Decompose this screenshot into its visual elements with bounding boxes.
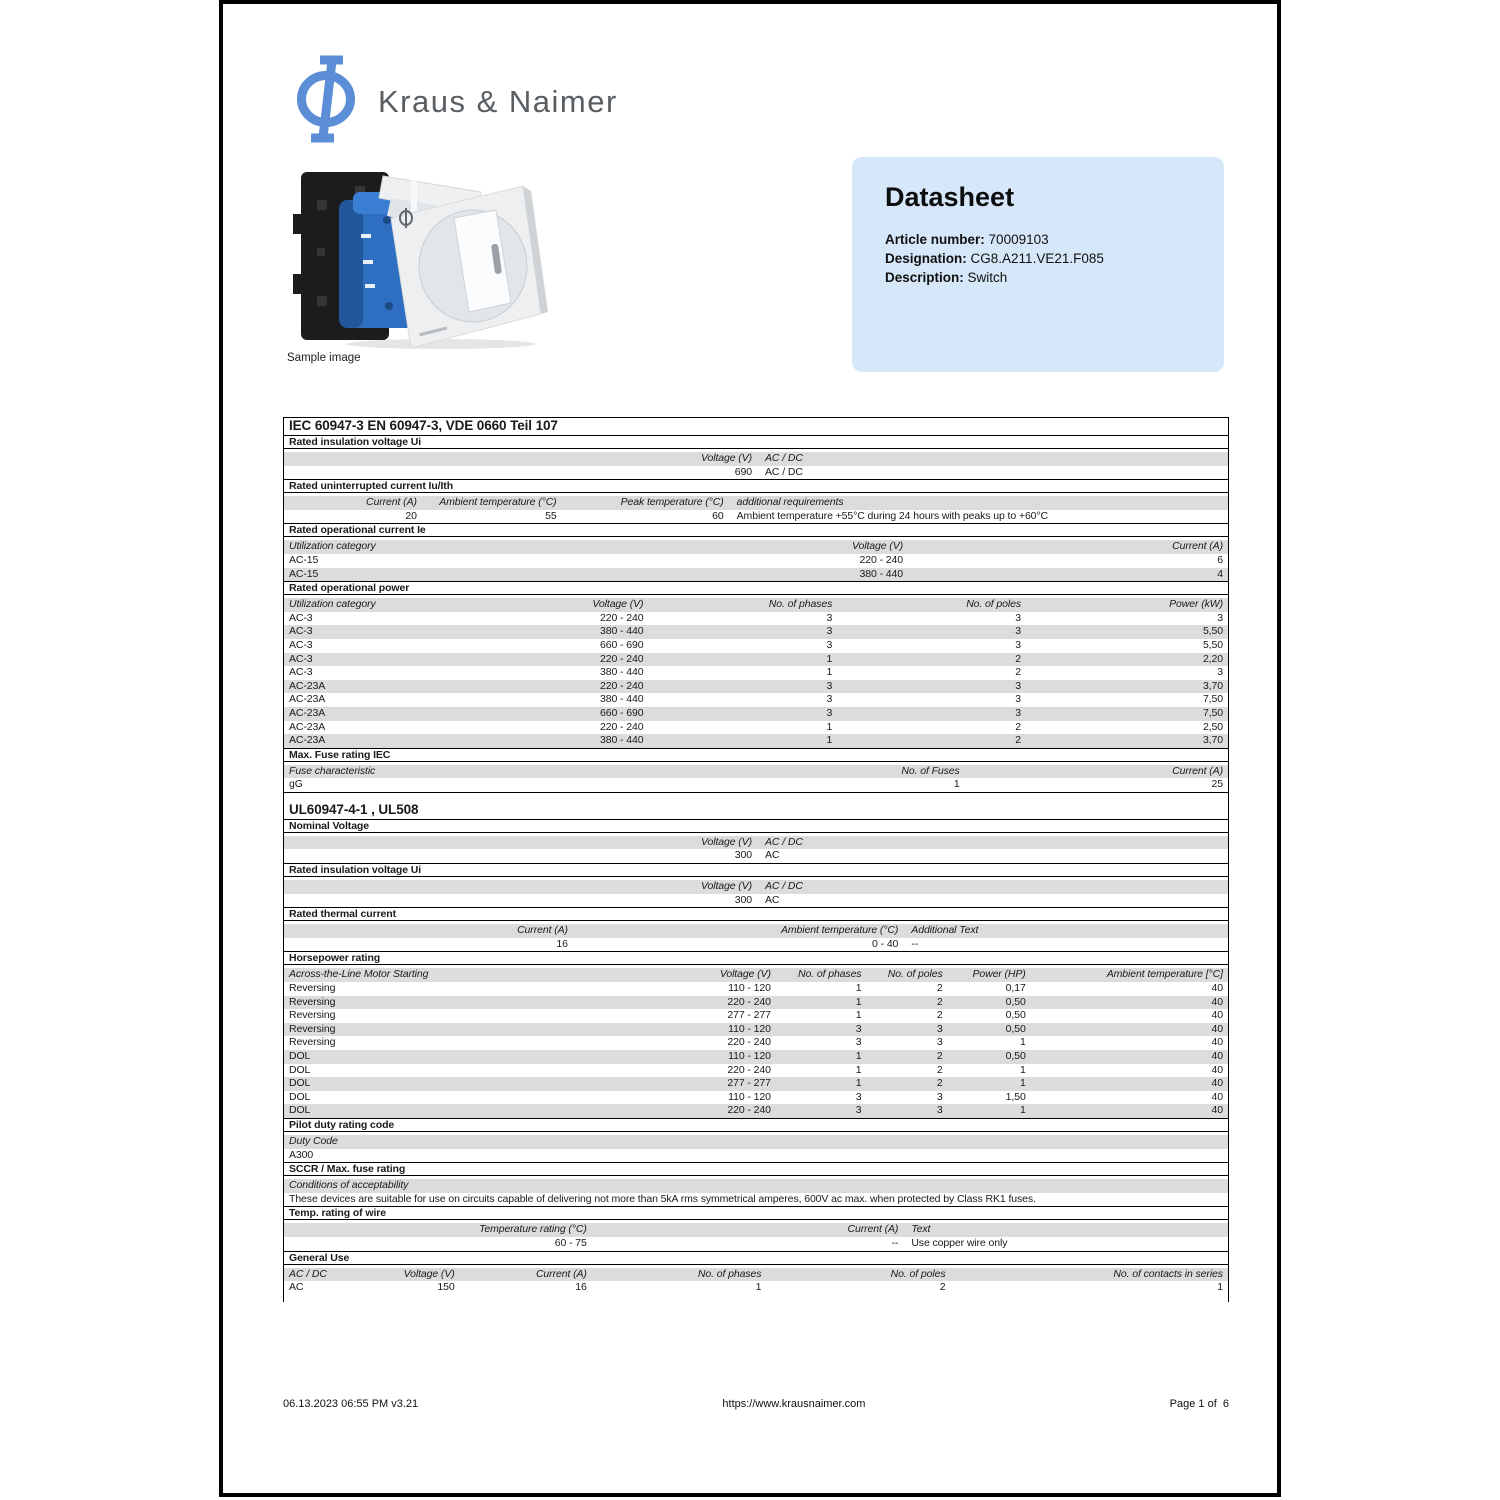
column-header: Voltage (V)	[403, 1267, 455, 1280]
article-number-line	[885, 230, 1191, 249]
table-cell: 3	[936, 1022, 943, 1035]
table-cell: 2	[1015, 666, 1022, 679]
table-cell: 150	[437, 1281, 455, 1294]
section-header: Rated operational current Ie	[284, 523, 1228, 537]
section-header: Temp. rating of wire	[284, 1206, 1228, 1220]
table-cell: 16	[556, 937, 568, 950]
column-header: No. of phases	[797, 968, 862, 981]
table-cell: 1	[755, 1281, 762, 1294]
table-cell: 380 - 440	[599, 625, 644, 638]
section-header: Rated thermal current	[284, 907, 1228, 921]
table-cell: 40	[1211, 1090, 1223, 1103]
table-cell: 3	[855, 1090, 862, 1103]
table-cell: 3	[1217, 666, 1223, 679]
column-header-row	[284, 1135, 1228, 1149]
column-header: No. of poles	[966, 598, 1022, 611]
table-cell: 3	[936, 1104, 943, 1117]
column-header: Voltage (V)	[700, 835, 752, 848]
table-cell: 7,50	[1202, 693, 1223, 706]
table-row	[284, 1036, 1228, 1050]
table-cell: 40	[1211, 982, 1223, 995]
table-row	[284, 1104, 1228, 1118]
datasheet-title: Datasheet	[885, 182, 1015, 212]
column-header: No. of poles	[890, 1267, 946, 1280]
table-cell: 2	[936, 1077, 943, 1090]
table-cell: AC	[289, 1281, 304, 1294]
column-header: AC / DC	[289, 1267, 327, 1280]
table-cell: 40	[1211, 1022, 1223, 1035]
table-cell: 2,50	[1202, 720, 1223, 733]
column-header: Current (A)	[517, 924, 568, 937]
group-title: IEC 60947-3 EN 60947-3, VDE 0660 Teil 107	[289, 418, 558, 433]
phi-logo-icon	[296, 54, 358, 144]
table-cell: 300	[734, 849, 752, 862]
table-cell: 220 - 240	[599, 652, 644, 665]
table-cell: Reversing	[289, 995, 336, 1008]
column-header-row	[284, 1268, 1228, 1282]
footer-url: https://www.krausnaimer.com	[722, 1398, 866, 1410]
table-cell: 1	[855, 1077, 862, 1090]
table-cell: 220 - 240	[599, 611, 644, 624]
table-cell: 220 - 240	[599, 720, 644, 733]
table-cell: 1	[1019, 1036, 1026, 1049]
table-cell: 380 - 440	[599, 734, 644, 747]
column-header: Voltage (V)	[719, 968, 771, 981]
table-cell: 6	[1217, 553, 1223, 566]
table-cell: 1	[1019, 1077, 1026, 1090]
table-cell: 1	[855, 1009, 862, 1022]
table-cell: AC-3	[289, 611, 313, 624]
table-cell: 0,50	[1005, 1022, 1026, 1035]
column-header: No. of phases	[768, 598, 833, 611]
column-header-row	[284, 880, 1228, 894]
table-cell: 5,50	[1202, 625, 1223, 638]
table-cell: --	[891, 1236, 899, 1249]
table-cell: 3,70	[1202, 734, 1223, 747]
column-header: Peak temperature (°C)	[620, 496, 724, 509]
column-header-row	[284, 836, 1228, 850]
footer-date: 06.13.2023 06:55 PM v3.21	[283, 1398, 419, 1410]
table-row	[284, 721, 1228, 735]
table-cell: 40	[1211, 995, 1223, 1008]
table-row	[284, 849, 1228, 863]
column-header: Utilization category	[289, 540, 376, 553]
table-cell: AC-23A	[289, 734, 326, 747]
brand-name: Kraus & Naimer	[378, 84, 618, 119]
column-header-row	[284, 1223, 1228, 1237]
table-cell: 2	[936, 995, 943, 1008]
table-row	[284, 1237, 1228, 1251]
table-cell: 2	[936, 1009, 943, 1022]
table-cell: 40	[1211, 1009, 1223, 1022]
table-cell: 660 - 690	[599, 706, 644, 719]
table-cell: 40	[1211, 1104, 1223, 1117]
table-cell: 277 - 277	[727, 1077, 771, 1090]
table-cell: Use copper wire only	[911, 1236, 1008, 1249]
table-row	[284, 1193, 1228, 1207]
column-header: Duty Code	[289, 1134, 338, 1147]
table-row	[284, 982, 1228, 996]
table-cell: 3	[1015, 693, 1022, 706]
table-cell: Reversing	[289, 1009, 336, 1022]
column-header: AC / DC	[765, 452, 803, 464]
table-cell: 0,50	[1005, 1050, 1026, 1062]
table-row	[284, 1064, 1228, 1078]
column-header: Fuse characteristic	[289, 764, 376, 777]
column-header-row	[284, 765, 1228, 779]
column-header: Current (A)	[366, 496, 417, 509]
table-cell: 220 - 240	[859, 553, 904, 566]
table-row	[284, 653, 1228, 667]
table-cell: Reversing	[289, 1036, 336, 1049]
table-cell: 3	[1217, 611, 1223, 624]
table-cell: 110 - 120	[728, 1022, 771, 1035]
table-cell: 1	[1217, 1281, 1223, 1294]
table-cell: 3	[936, 1090, 943, 1103]
section-header: Nominal Voltage	[284, 819, 1228, 833]
column-header: AC / DC	[765, 880, 803, 893]
group-separator	[284, 792, 1228, 802]
table-cell: 277 - 277	[727, 1009, 771, 1022]
section-header: Max. Fuse rating IEC	[284, 748, 1228, 762]
table-cell: 380 - 440	[599, 666, 644, 679]
table-cell: 40	[1211, 1077, 1223, 1090]
table-row	[284, 680, 1228, 694]
designation-value: CG8.A211.VE21.F085	[970, 251, 1104, 266]
section-header: Horsepower rating	[284, 951, 1228, 965]
column-header: Temperature rating (°C)	[479, 1223, 587, 1236]
sample-image-caption: Sample image	[287, 352, 361, 364]
table-cell: 3	[855, 1036, 862, 1049]
table-cell: 3	[1015, 638, 1022, 651]
table-cell: 2	[939, 1281, 946, 1294]
brand-logo	[296, 54, 618, 144]
section-header: Rated uninterrupted current Iu/Ith	[284, 479, 1228, 493]
table-cell: Reversing	[289, 1022, 336, 1035]
column-header: Ambient temperature [°C]	[1106, 968, 1223, 981]
table-row	[284, 734, 1228, 748]
table-cell: 1	[826, 720, 833, 733]
column-header-row	[284, 452, 1228, 466]
column-header: No. of phases	[697, 1267, 762, 1280]
section-header: General Use	[284, 1251, 1228, 1265]
table-row	[284, 1091, 1228, 1105]
table-cell: AC	[765, 849, 780, 862]
table-cell: 1	[826, 666, 833, 679]
table-cell: AC-3	[289, 666, 313, 679]
column-header-row	[284, 598, 1228, 612]
table-cell: Reversing	[289, 982, 336, 995]
table-cell: 3	[826, 638, 833, 651]
column-header-row	[284, 540, 1228, 554]
column-header: Voltage (V)	[700, 452, 752, 464]
column-header: Voltage (V)	[851, 540, 904, 553]
table-row	[284, 666, 1228, 680]
table-tail	[284, 1295, 1228, 1302]
table-cell: 660 - 690	[599, 638, 644, 651]
table-cell: 0,17	[1005, 982, 1026, 995]
table-cell: AC-23A	[289, 693, 326, 706]
table-cell: AC-23A	[289, 706, 326, 719]
table-cell: A300	[289, 1148, 314, 1161]
table-cell: 5,50	[1202, 638, 1223, 651]
column-header: Current (A)	[847, 1223, 899, 1236]
section-header: Rated operational power	[284, 581, 1228, 595]
table-row	[284, 996, 1228, 1010]
table-cell: 3	[1015, 611, 1022, 624]
table-cell: AC-15	[289, 567, 319, 580]
table-cell: 3	[855, 1104, 862, 1117]
table-cell: 0,50	[1005, 1009, 1026, 1022]
section-header: Rated insulation voltage Ui	[284, 863, 1228, 877]
table-cell: 60 - 75	[554, 1236, 587, 1249]
table-cell: 1	[855, 1063, 862, 1076]
table-cell: AC	[765, 893, 780, 906]
table-cell: AC-23A	[289, 720, 326, 733]
table-cell: 110 - 120	[728, 982, 771, 995]
table-cell: 1	[855, 1050, 862, 1062]
column-header: Current (A)	[1172, 540, 1223, 553]
table-cell: 2	[1015, 720, 1022, 733]
table-cell: 220 - 240	[727, 1036, 771, 1049]
column-header: Power (HP)	[972, 968, 1026, 981]
table-cell: DOL	[289, 1050, 311, 1062]
table-row	[284, 612, 1228, 626]
footer-page-number: Page 1 of 6	[1169, 1398, 1229, 1410]
section-header: Pilot duty rating code	[284, 1118, 1228, 1132]
table-cell: 55	[545, 509, 557, 522]
table-cell: 3	[1015, 679, 1022, 692]
table-cell: 3	[826, 706, 833, 719]
table-cell: 40	[1211, 1063, 1223, 1076]
article-number-value: 70009103	[988, 232, 1049, 247]
group-title: UL60947-4-1 , UL508	[289, 801, 419, 817]
table-cell: AC-3	[289, 625, 313, 638]
table-cell: 1	[826, 734, 833, 747]
table-cell: DOL	[289, 1063, 311, 1076]
table-row	[284, 693, 1228, 707]
table-cell: 7,50	[1202, 706, 1223, 719]
table-cell: 3	[826, 679, 833, 692]
table-cell: 110 - 120	[728, 1050, 771, 1062]
table-cell: 220 - 240	[727, 1104, 771, 1117]
section-header: SCCR / Max. fuse rating	[284, 1162, 1228, 1176]
table-cell: 220 - 240	[599, 679, 644, 692]
column-header: Voltage (V)	[700, 880, 752, 893]
column-header: No. of poles	[887, 968, 943, 981]
table-cell: 4	[1217, 567, 1223, 580]
column-header: Ambient temperature (°C)	[780, 924, 899, 937]
table-cell: AC-23A	[289, 679, 326, 692]
table-cell: gG	[289, 778, 303, 791]
table-cell: 2	[1015, 734, 1022, 747]
table-cell: 1	[855, 982, 862, 995]
column-header: Current (A)	[1172, 764, 1223, 777]
column-header: Current (A)	[535, 1267, 587, 1280]
table-row	[284, 778, 1228, 792]
column-header: Additional Text	[911, 924, 979, 937]
table-cell: 40	[1211, 1036, 1223, 1049]
table-cell: DOL	[289, 1077, 311, 1090]
table-cell: 0,50	[1005, 995, 1026, 1008]
column-header: Across-the-Line Motor Starting	[289, 968, 429, 981]
section-header: Rated insulation voltage Ui	[284, 435, 1228, 449]
table-row	[284, 894, 1228, 908]
column-header: Conditions of acceptability	[289, 1179, 409, 1192]
table-cell: 3	[936, 1036, 943, 1049]
description-value: Switch	[967, 270, 1008, 285]
table-cell: 3	[1015, 625, 1022, 638]
table-cell: 20	[405, 509, 417, 522]
table-cell: DOL	[289, 1090, 311, 1103]
table-row	[284, 625, 1228, 639]
table-cell: AC / DC	[765, 465, 803, 478]
table-cell: 380 - 440	[599, 693, 644, 706]
column-header: Power (kW)	[1169, 598, 1223, 611]
table-cell: 1	[826, 652, 833, 665]
description-line	[885, 268, 1191, 287]
table-row	[284, 1077, 1228, 1091]
table-cell: 690	[734, 465, 752, 478]
table-cell: 3	[855, 1022, 862, 1035]
table-cell: 2	[936, 1063, 943, 1076]
table-row	[284, 639, 1228, 653]
table-row	[284, 1050, 1228, 1064]
table-cell: AC-3	[289, 652, 313, 665]
column-header: Ambient temperature (°C)	[439, 496, 557, 509]
column-header: Text	[911, 1223, 931, 1236]
column-header: Voltage (V)	[592, 598, 644, 611]
table-cell: 3	[826, 693, 833, 706]
table-cell: DOL	[289, 1104, 311, 1117]
column-header: No. of Fuses	[901, 764, 960, 777]
table-cell: Ambient temperature +55°C during 24 hours with peaks up to +60°C	[736, 509, 1049, 522]
designation-label: Designation:	[885, 251, 967, 266]
column-header: Utilization category	[289, 598, 376, 611]
column-header: additional requirements	[736, 496, 844, 509]
table-row	[284, 1009, 1228, 1023]
product-image	[291, 156, 561, 351]
column-header: AC / DC	[765, 835, 803, 848]
table-cell: 380 - 440	[859, 567, 904, 580]
table-cell: AC-15	[289, 553, 319, 566]
table-cell: 220 - 240	[727, 995, 771, 1008]
description-label: Description:	[885, 270, 964, 285]
table-row	[284, 1281, 1228, 1295]
table-cell: --	[911, 937, 919, 950]
table-cell: AC-3	[289, 638, 313, 651]
table-row	[284, 707, 1228, 721]
table-cell: 0 - 40	[872, 937, 899, 950]
table-row	[284, 1023, 1228, 1037]
table-cell: 3	[826, 625, 833, 638]
table-row	[284, 466, 1228, 480]
table-cell: 1	[855, 995, 862, 1008]
table-row	[284, 510, 1228, 524]
column-header: No. of contacts in series	[1113, 1267, 1223, 1280]
table-cell: 1	[953, 778, 960, 791]
document-page	[219, 0, 1281, 1497]
table-cell: 25	[1211, 778, 1223, 791]
table-cell: 3,70	[1202, 679, 1223, 692]
table-cell: 2	[1015, 652, 1022, 665]
table-cell: 60	[712, 509, 724, 522]
table-cell: 2	[936, 1050, 943, 1062]
article-number-label: Article number:	[885, 232, 985, 247]
datasheet-card	[852, 157, 1224, 372]
column-header-row	[284, 496, 1228, 510]
table-row	[284, 938, 1228, 952]
table-cell: 16	[575, 1281, 587, 1294]
page-footer	[283, 1398, 1229, 1410]
table-cell: 2,20	[1202, 652, 1223, 665]
table-cell: 1	[1019, 1063, 1026, 1076]
table-row	[284, 568, 1228, 582]
spec-table	[283, 417, 1229, 1302]
designation-line	[885, 249, 1191, 268]
table-cell: 220 - 240	[727, 1063, 771, 1076]
table-cell: 3	[826, 611, 833, 624]
table-cell: 110 - 120	[728, 1090, 771, 1103]
table-row	[284, 1149, 1228, 1163]
table-cell: 300	[734, 893, 752, 906]
table-cell: 40	[1211, 1050, 1223, 1062]
table-cell: 3	[1015, 706, 1022, 719]
column-header-row	[284, 1179, 1228, 1193]
table-row	[284, 554, 1228, 568]
column-header-row	[284, 924, 1228, 938]
column-header-row	[284, 968, 1228, 982]
table-cell: 1	[1019, 1104, 1026, 1117]
table-cell: 1,50	[1005, 1090, 1026, 1103]
table-cell: These devices are suitable for use on circuits capable of delivering not more than 5kA rms symmetrical amperes, 600V ac max. when protected by Class RK1 fuses.	[289, 1192, 1036, 1205]
table-cell: 2	[936, 982, 943, 995]
